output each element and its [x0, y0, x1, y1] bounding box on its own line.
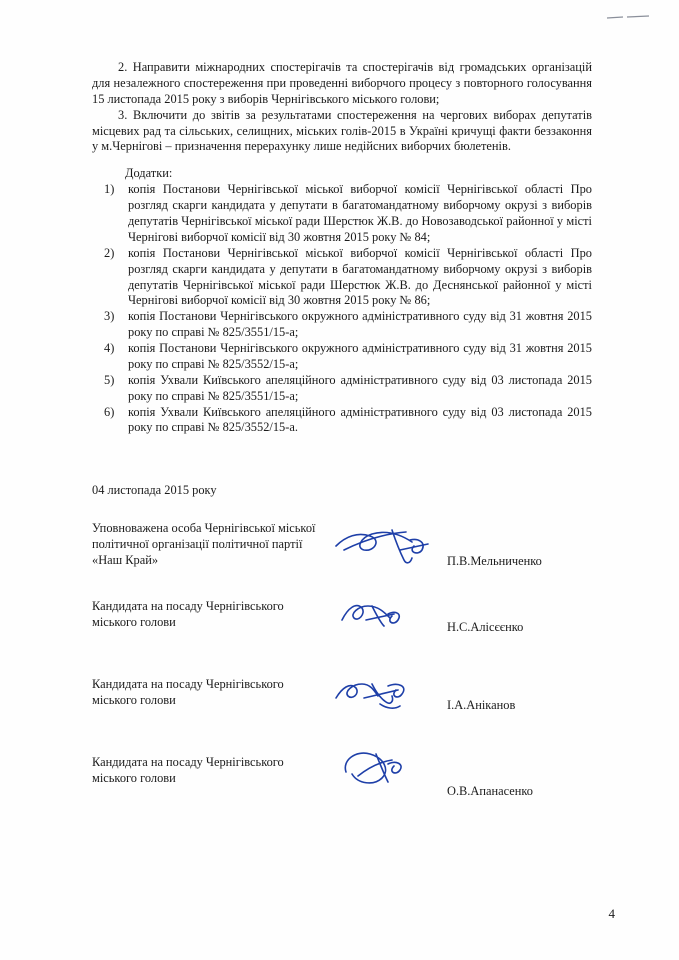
signatory-role: Кандидата на посаду Чернігівського міського голови	[92, 599, 284, 630]
list-item	[92, 373, 592, 405]
list-item-number: 4)	[104, 341, 115, 355]
signatory-role: Кандидата на посаду Чернігівського міського голови	[92, 755, 284, 786]
list-item	[92, 246, 592, 310]
list-item-text: копія Ухвали Київського апеляційного адміністративного суду від 03 листопада 2015 року по справі № 825/3552/15-а.	[128, 404, 592, 435]
list-item	[92, 341, 592, 373]
list-item-text: копія Постанови Чернігівської міської виборчої комісії Чернігівської області Про розгляд скарги кандидата у депутати в багатомандатному виборчому окрузі з виборів депутатів Чернігівської міської ради Шерстюк Ж.В. до Новозаводської районної у місті Чернігові виборчої комісії від 30 жовтня 2015 року № 84;	[128, 182, 592, 244]
signatory-name: Н.С.Алісєєнко	[447, 620, 524, 634]
signatory-role: Кандидата на посаду Чернігівського міського голови	[92, 677, 284, 708]
signatory-role: Уповноважена особа Чернігівської міської політичної організації політичної партії «Наш Край»	[92, 521, 316, 568]
list-item-number: 6)	[104, 404, 115, 419]
document-body	[92, 60, 592, 436]
list-item	[92, 182, 592, 246]
list-item-text: копія Постанови Чернігівської міської виборчої комісії Чернігівської області Про розгляд скарги кандидата у депутати в багатомандатному виборчому окрузі з виборів депутатів Чернігівської міської ради Шерстюк Ж.В. до Деснянської районної у місті Чернігові виборчої комісії від 30 жовтня 2015 року № 86;	[128, 245, 592, 308]
list-item-number: 2)	[104, 245, 115, 260]
attachments-label: Додатки:	[125, 166, 173, 181]
handwritten-signature	[330, 520, 440, 572]
list-item-text: копія Постанови Чернігівського окружного адміністративного суду від 31 жовтня 2015 року по справі № 825/3552/15-а;	[128, 341, 592, 371]
document-date: 04 листопада 2015 року	[92, 483, 217, 497]
list-item	[92, 309, 592, 341]
list-item-number: 3)	[104, 309, 115, 324]
list-item-text: копія Постанови Чернігівського окружного адміністративного суду від 31 жовтня 2015 року по справі № 825/3551/15-а;	[128, 309, 592, 340]
top-edge-scan-artifact	[605, 12, 651, 22]
list-item-number: 1)	[104, 182, 115, 197]
signature-row	[92, 754, 592, 832]
list-item	[92, 405, 592, 437]
attachments-list	[92, 182, 592, 436]
paragraph-3: 3. Включити до звітів за результатами спостереження на чергових виборах депутатів місцевих рад та сільських, селищних, міських голів-2015 в Україні кричущі факти беззаконня у м.Чернігові – призначення перерахунку лише недійсних виборчих бюлетенів.	[92, 107, 592, 154]
signatory-name: І.А.Аніканов	[447, 698, 516, 712]
handwritten-signature	[332, 592, 442, 644]
handwritten-signature	[328, 668, 438, 720]
signatory-name: П.В.Мельниченко	[447, 554, 542, 568]
handwritten-signature	[332, 742, 442, 794]
list-item-text: копія Ухвали Київського апеляційного адміністративного суду від 03 листопада 2015 року по справі № 825/3551/15-а;	[128, 372, 592, 403]
page-number: 4	[608, 906, 615, 921]
paragraph-2: 2. Направити міжнародних спостерігачів та спостерігачів від громадських організацій для незалежного спостереження при проведенні виборчого процесу з повторного голосування 15 листопада 2015 року з виборів Чернігівського міського голови;	[92, 60, 592, 106]
signature-row	[92, 520, 592, 598]
signatory-name: О.В.Апанасенко	[447, 784, 533, 798]
signature-row	[92, 598, 592, 676]
list-item-number: 5)	[104, 372, 115, 387]
signature-block	[92, 520, 592, 832]
